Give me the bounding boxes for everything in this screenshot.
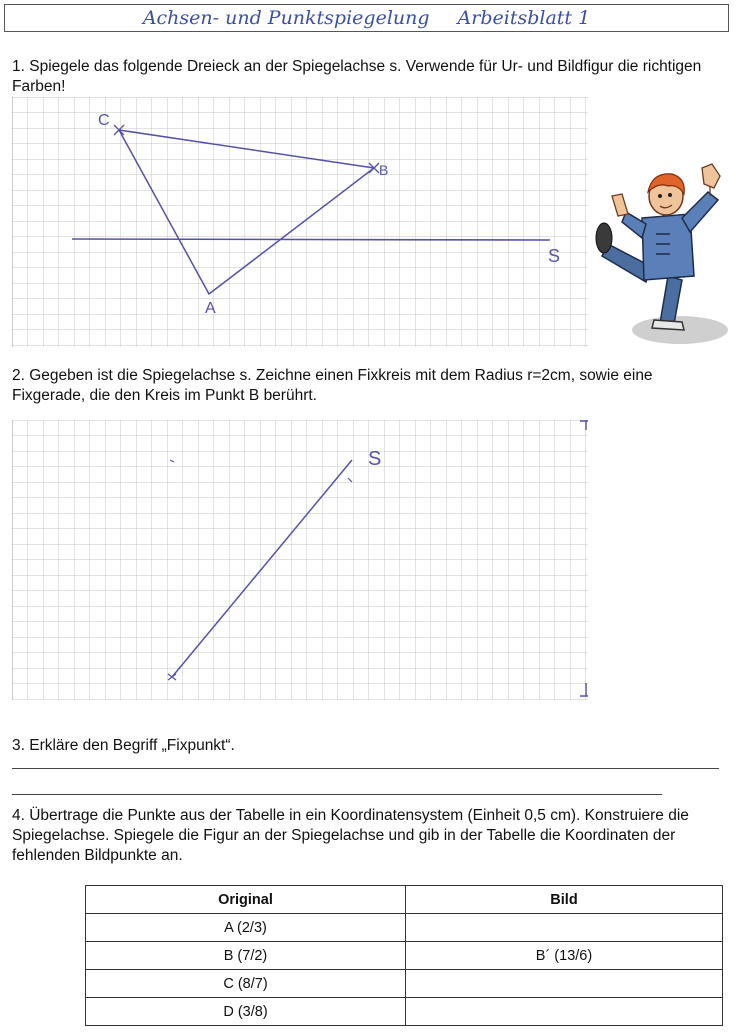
task-1-text: 1. Spiegele das folgende Dreieck an der Spiegelachse s. Verwende für Ur- und Bildfigur die richtigen Farben! <box>12 58 702 95</box>
cell-original: A (2/3) <box>86 914 406 942</box>
axis-s-label-2: S <box>368 448 382 470</box>
table-row <box>86 942 723 970</box>
point-c-label: C <box>98 112 110 129</box>
kung-fu-boy-illustration <box>590 158 730 348</box>
table-row <box>86 914 723 942</box>
grid-edge-marks <box>578 418 590 703</box>
cell-bild[interactable]: B´ (13/6) <box>406 942 723 970</box>
table-header-row <box>86 886 723 914</box>
cell-original: D (3/8) <box>86 998 406 1026</box>
point-b-label: B <box>379 162 389 178</box>
task-2-text: 2. Gegeben ist die Spiegelachse s. Zeichne einen Fixkreis mit dem Radius r=2cm, sowie eine Fixgerade, die den Kreis im Punkt B berührt. <box>12 367 653 404</box>
table-row <box>86 998 723 1026</box>
cell-bild[interactable] <box>406 998 723 1026</box>
cell-bild[interactable] <box>406 970 723 998</box>
answer-line-2[interactable] <box>12 794 662 795</box>
worksheet-number: Arbeitsblatt 1 <box>457 7 591 29</box>
worksheet-header <box>4 4 729 32</box>
header-bild: Bild <box>406 886 723 914</box>
grid-figure-2 <box>12 420 588 700</box>
worksheet-title: Achsen- und Punktspiegelung <box>142 7 430 29</box>
point-a-label: A <box>205 300 216 317</box>
cell-original: B (7/2) <box>86 942 406 970</box>
coordinates-table <box>85 885 723 1026</box>
task-4-text: 4. Übertrage die Punkte aus der Tabelle in ein Koordinatensystem (Einheit 0,5 cm). Konstruiere die Spiegelachse. Spiegele die Figur an der Spiegelachse und gib in der Tabelle die Koordinaten der fehlenden Bildpunkte an. <box>12 807 689 864</box>
table-row <box>86 970 723 998</box>
header-original: Original <box>86 886 406 914</box>
grid-figure-1 <box>12 97 588 347</box>
cell-bild[interactable] <box>406 914 723 942</box>
axis-s-label-1: S <box>548 246 561 266</box>
cell-original: C (8/7) <box>86 970 406 998</box>
answer-line-1[interactable] <box>12 768 719 769</box>
task-3-text: 3. Erkläre den Begriff „Fixpunkt“. <box>12 737 235 754</box>
mirror-axis-s <box>72 239 550 240</box>
